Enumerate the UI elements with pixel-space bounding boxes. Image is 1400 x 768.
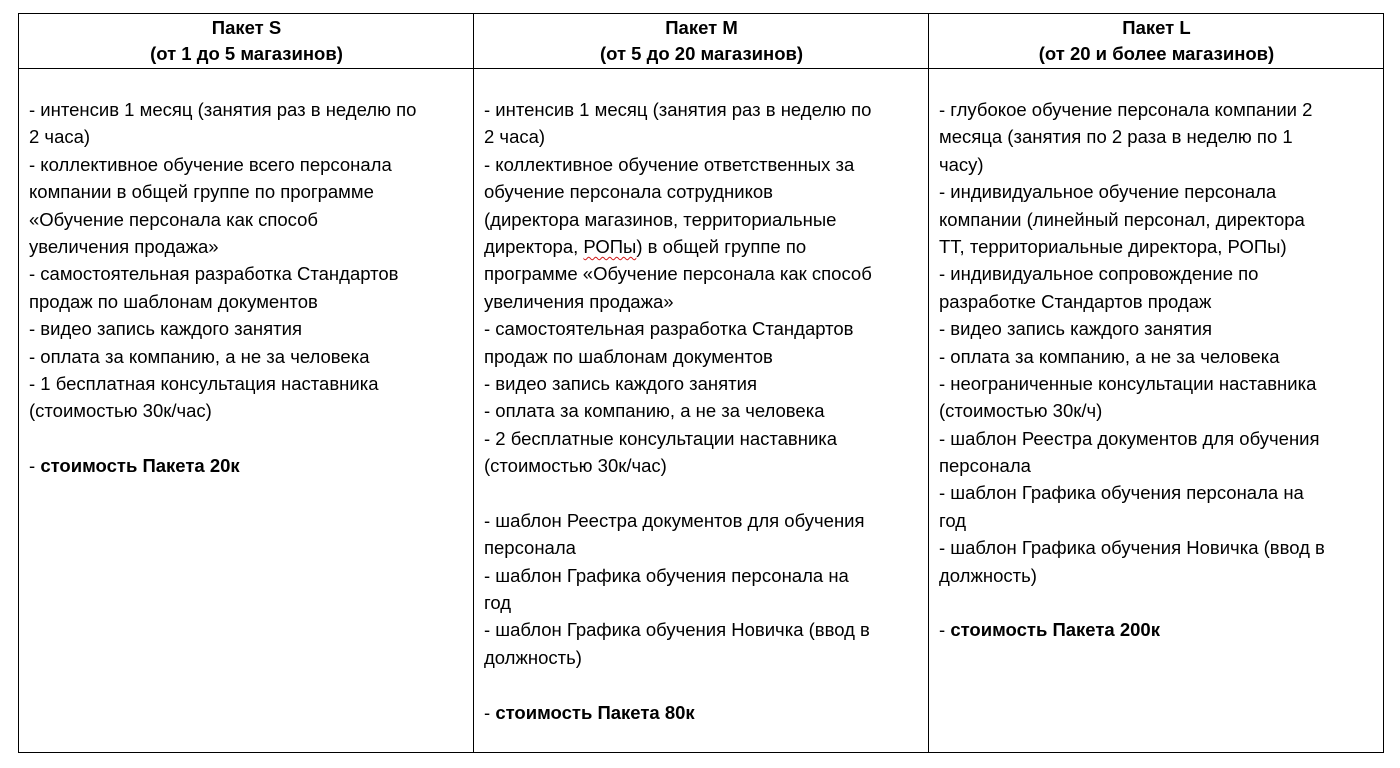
package-price bbox=[29, 452, 466, 479]
description-line: - интенсив 1 месяц (занятия раз в неделю по bbox=[29, 99, 417, 120]
description-line: увеличения продажа» bbox=[29, 235, 219, 257]
description-line: год bbox=[484, 592, 512, 614]
spellcheck-underline: РОПы bbox=[583, 235, 637, 257]
description-line: - глубокое обучение персонала компании 2 bbox=[939, 99, 1313, 120]
description-line: - оплата за компанию, а не за человека bbox=[484, 400, 825, 422]
description-line: - неограниченные консультации наставника bbox=[939, 372, 1317, 394]
description-line: ТТ, территориальные директора, РОПы) bbox=[939, 235, 1287, 257]
description-line: - оплата за компанию, а не за человека bbox=[29, 345, 370, 367]
package-title: Пакет L bbox=[1122, 17, 1191, 38]
package-comparison-table bbox=[18, 13, 1384, 753]
description-line: персонала bbox=[484, 537, 576, 559]
description-line: персонала bbox=[939, 455, 1031, 477]
package-subtitle: (от 5 до 20 магазинов) bbox=[599, 43, 804, 64]
price-bullet: - bbox=[939, 619, 951, 641]
description-line: - оплата за компанию, а не за человека bbox=[939, 345, 1280, 367]
description-line: (стоимостью 30к/час) bbox=[29, 400, 212, 422]
description-line: 2 часа) bbox=[29, 126, 91, 148]
description-line: - 2 бесплатные консультации наставника bbox=[484, 427, 838, 449]
description-line: 2 часа) bbox=[484, 126, 546, 148]
description-line: компании в общей группе по программе bbox=[29, 181, 374, 203]
description-line: (стоимостью 30к/ч) bbox=[939, 400, 1103, 422]
description-line: - видео запись каждого занятия bbox=[484, 372, 757, 394]
description-line: (стоимостью 30к/час) bbox=[484, 455, 667, 477]
description-line: - 1 бесплатная консультация наставника bbox=[29, 372, 379, 394]
description-line: - коллективное обучение ответственных за bbox=[484, 153, 855, 175]
description-line: продаж по шаблонам документов bbox=[484, 345, 773, 367]
header-divider bbox=[19, 68, 1383, 69]
price-value: стоимость Пакета 200к bbox=[950, 619, 1160, 641]
header-package-m bbox=[474, 14, 929, 68]
package-title: Пакет M bbox=[665, 17, 738, 38]
description-line: должность) bbox=[484, 646, 582, 668]
description-line: - шаблон Графика обучения персонала на bbox=[484, 564, 849, 586]
description-line: программе «Обучение персонала как способ bbox=[484, 263, 872, 285]
blank-line bbox=[939, 589, 1376, 616]
description-line: директора, РОПы) в общей группе по bbox=[484, 235, 807, 257]
description-line: увеличения продажа» bbox=[484, 290, 674, 312]
description-line: год bbox=[939, 509, 967, 531]
description-line: компании (линейный персонал, директора bbox=[939, 208, 1305, 230]
price-bullet: - bbox=[484, 701, 496, 723]
package-title: Пакет S bbox=[211, 17, 282, 38]
package-s-description bbox=[19, 96, 474, 479]
description-line: разработке Стандартов продаж bbox=[939, 290, 1212, 312]
package-price bbox=[484, 699, 921, 726]
description-line: - индивидуальное обучение персонала bbox=[939, 181, 1277, 203]
description-line: месяца (занятия по 2 раза в неделю по 1 bbox=[939, 126, 1293, 148]
package-l-description bbox=[929, 96, 1384, 644]
description-line: - видео запись каждого занятия bbox=[29, 318, 302, 340]
description-line: - шаблон Графика обучения персонала на bbox=[939, 482, 1304, 504]
description-line: - видео запись каждого занятия bbox=[939, 318, 1212, 340]
description-line: (директора магазинов, территориальные bbox=[484, 208, 837, 230]
package-price bbox=[939, 616, 1376, 643]
description-line: - самостоятельная разработка Стандартов bbox=[29, 263, 399, 285]
blank-line bbox=[29, 425, 466, 452]
description-line: обучение персонала сотрудников bbox=[484, 181, 773, 203]
price-bullet: - bbox=[29, 455, 41, 477]
description-line: - шаблон Реестра документов для обучения bbox=[484, 509, 865, 531]
description-line: - коллективное обучение всего персонала bbox=[29, 153, 392, 175]
blank-line bbox=[484, 671, 921, 698]
description-line: - самостоятельная разработка Стандартов bbox=[484, 318, 854, 340]
description-line: - интенсив 1 месяц (занятия раз в неделю по bbox=[484, 99, 872, 120]
package-subtitle: (от 20 и более магазинов) bbox=[1038, 43, 1275, 64]
package-subtitle: (от 1 до 5 магазинов) bbox=[150, 43, 343, 64]
description-line: - шаблон Графика обучения Новичка (ввод в bbox=[484, 619, 870, 641]
description-line: - индивидуальное сопровождение по bbox=[939, 263, 1259, 285]
header-package-s bbox=[19, 14, 474, 68]
description-line: - шаблон Графика обучения Новичка (ввод в bbox=[939, 537, 1325, 559]
blank-line bbox=[484, 479, 921, 506]
description-line: часу) bbox=[939, 153, 984, 175]
header-package-l bbox=[929, 14, 1384, 68]
description-line: «Обучение персонала как способ bbox=[29, 208, 319, 230]
package-m-description bbox=[474, 96, 929, 726]
description-line: - шаблон Реестра документов для обучения bbox=[939, 427, 1320, 449]
description-line: должность) bbox=[939, 564, 1037, 586]
price-value: стоимость Пакета 80к bbox=[495, 701, 695, 723]
description-line: продаж по шаблонам документов bbox=[29, 290, 318, 312]
price-value: стоимость Пакета 20к bbox=[40, 455, 240, 477]
